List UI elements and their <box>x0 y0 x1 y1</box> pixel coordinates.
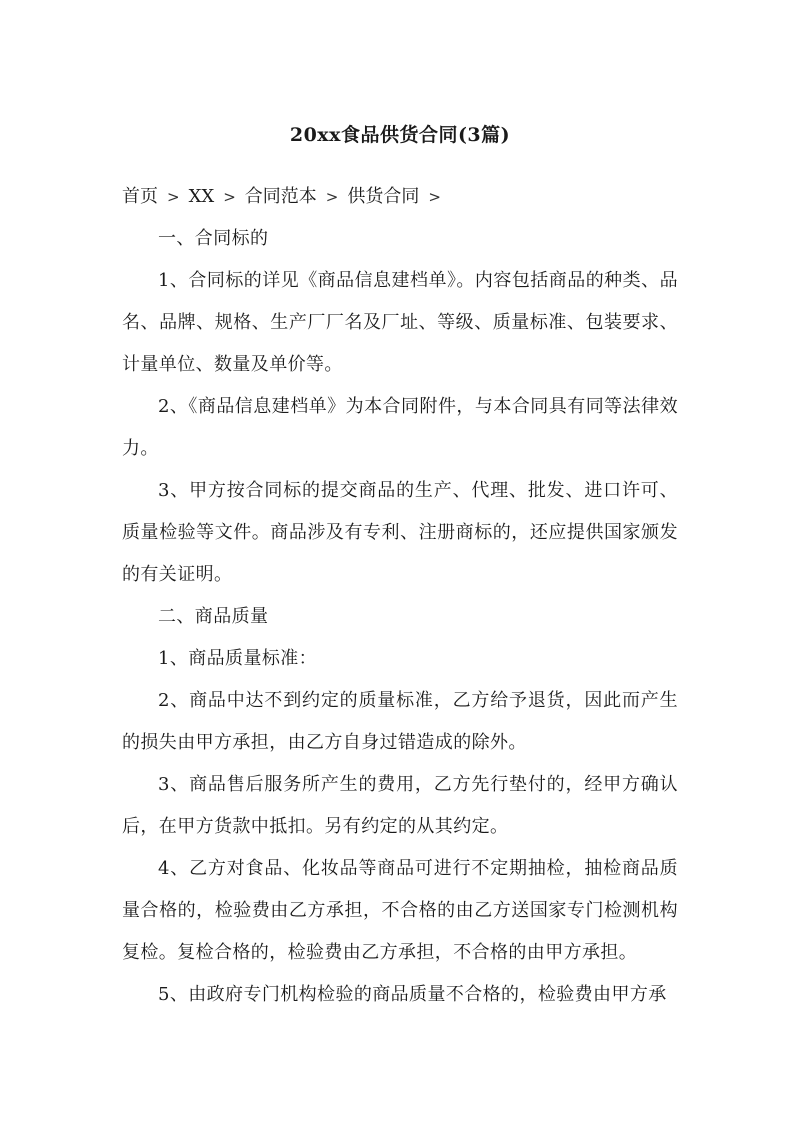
breadcrumb-supply-contract-link[interactable]: 供货合同 <box>347 186 420 207</box>
document-title: 20xx食品供货合同(3篇) <box>289 124 511 146</box>
clause-2-4: 4、乙方对食品、化妆品等商品可进行不定期抽检，抽检商品质量合格的，检验费由乙方承担，不合格的由乙方送国家专门检测机构复检。复检合格的，检验费由乙方承担，不合格的由甲方承担。 <box>122 858 678 963</box>
chevron-right-icon: > <box>325 188 339 206</box>
clause-2-5: 5、由政府专门机构检验的商品质量不合格的，检验费由甲方承 <box>158 984 667 1005</box>
breadcrumb <box>122 176 678 218</box>
clause-2-3: 3、商品售后服务所产生的费用，乙方先行垫付的，经甲方确认后，在甲方货款中抵扣。另有约定的从其约定。 <box>122 774 678 837</box>
clause-2-2: 2、商品中达不到约定的质量标准，乙方给予退货，因此而产生的损失由甲方承担，由乙方自身过错造成的除外。 <box>122 690 678 753</box>
breadcrumb-home-link[interactable]: 首页 <box>122 186 158 207</box>
section-heading-contract-subject: 一、合同标的 <box>158 228 269 249</box>
chevron-right-icon: > <box>167 188 180 206</box>
clause-1-1: 1、合同标的详见《商品信息建档单》。内容包括商品的种类、品名、品牌、规格、生产厂厂名及厂址、等级、质量标准、包装要求、计量单位、数量及单价等。 <box>122 270 678 375</box>
breadcrumb-contract-templates-link[interactable]: 合同范本 <box>244 186 317 207</box>
section-heading-product-quality: 二、商品质量 <box>158 606 269 627</box>
clause-2-1: 1、商品质量标准： <box>158 648 318 669</box>
chevron-right-icon: > <box>223 188 236 206</box>
chevron-right-icon: > <box>428 188 441 206</box>
clause-1-2: 2、《商品信息建档单》为本合同附件，与本合同具有同等法律效力。 <box>122 396 678 459</box>
breadcrumb-xx-link[interactable]: XX <box>188 186 215 207</box>
document-body <box>122 176 678 1016</box>
clause-1-3: 3、甲方按合同标的提交商品的生产、代理、批发、进口许可、质量检验等文件。商品涉及有专利、注册商标的，还应提供国家颁发的有关证明。 <box>122 480 678 585</box>
